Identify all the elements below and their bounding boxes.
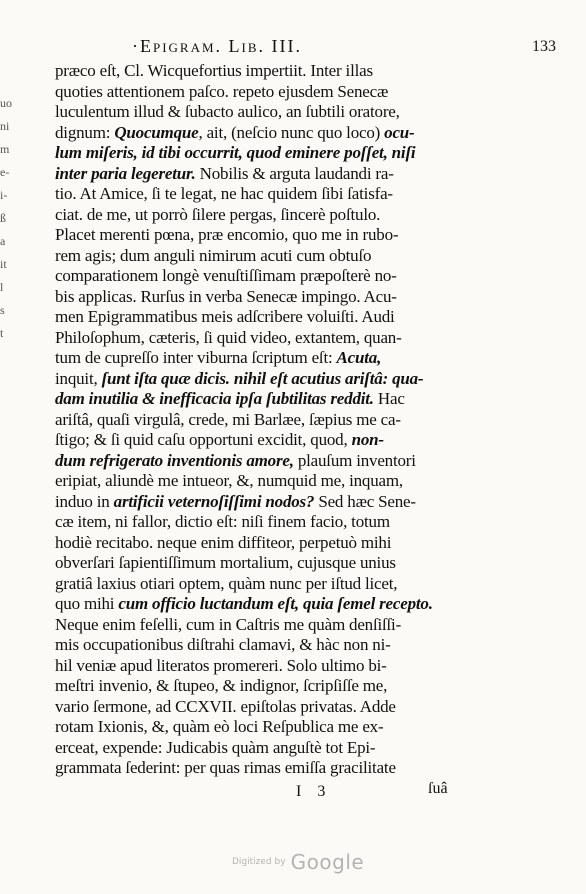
text-run: erceat, expende: Judicabis quàm anguſtè tot Epi- xyxy=(55,737,376,757)
text-run: dignum: xyxy=(55,122,115,142)
text-line xyxy=(55,225,459,246)
bleed-mark: t xyxy=(0,326,4,340)
text-run: meſtri invenio, & ſtupeo, & indignor, ſcripſiſſe me, xyxy=(55,676,388,695)
bleed-mark: it xyxy=(0,257,7,271)
text-run: comparationem longè venuſtiſſimam præpoſterè no- xyxy=(55,266,397,285)
bleed-mark: l xyxy=(0,280,4,294)
text-line xyxy=(55,287,459,308)
facing-page-bleed-through xyxy=(0,92,18,345)
text-run: eripiat, aliundè me intueor, &, numquid me, inquam, xyxy=(55,471,403,490)
text-line xyxy=(55,205,459,226)
text-line xyxy=(55,676,459,697)
text-run: obverſari ſapientiſſimum mortalium, cujusque unius xyxy=(55,553,396,572)
text-run: induo in xyxy=(55,491,114,511)
italic-run: cum officio luctandum eſt, quia ſemel recepto. xyxy=(118,594,433,613)
text-line xyxy=(55,389,459,410)
italic-run: dam inutilia & inefficacia ipſa ſubtilitas reddit. xyxy=(55,389,374,408)
text-line xyxy=(55,492,459,513)
watermark-logo: Google xyxy=(290,850,365,874)
italic-run: inter paria legeretur. xyxy=(55,163,196,183)
text-run: plauſum inventori xyxy=(293,450,416,470)
text-line xyxy=(55,471,459,492)
text-line xyxy=(55,266,459,287)
text-run: hil veniæ apud literatos promereri. Solo ultimo bi- xyxy=(55,655,387,675)
text-run: vario ſermone, ad CCXVII. epiſtolas privatas. Adde xyxy=(55,696,396,716)
text-run: mis occupationibus diſtrahi clamavi, & hàc non ni- xyxy=(55,635,391,654)
text-line xyxy=(55,512,459,533)
text-run: cæ item, ni fallor, dictio eſt: niſi finem facio, totum xyxy=(55,512,390,531)
text-line xyxy=(55,82,459,103)
page-header xyxy=(132,36,556,58)
text-run: inquit, xyxy=(55,368,102,388)
text-line xyxy=(55,410,459,431)
text-run: luculentum illud & ſubacto aulico, an ſubtili oratore, xyxy=(55,102,400,121)
signature-mark: I 3 xyxy=(296,783,332,800)
text-line xyxy=(55,574,459,595)
bleed-mark: uo xyxy=(0,96,12,110)
text-run: Hac xyxy=(373,389,405,408)
text-line xyxy=(55,348,459,369)
text-run: quo mihi xyxy=(55,594,119,613)
text-run: , ait, (neſcio nunc quo loco) xyxy=(198,122,385,142)
watermark-prefix: Digitized by xyxy=(232,857,286,867)
text-run: rotam Ixionis, &, quàm eò loci Reſpublica me ex- xyxy=(55,717,384,736)
text-line xyxy=(55,123,459,144)
text-run: gratiâ laxius otiari optem, quàm nunc per iſtud licet, xyxy=(55,573,398,593)
text-line xyxy=(55,656,459,677)
text-line xyxy=(55,184,459,205)
text-line xyxy=(55,533,459,554)
text-line xyxy=(55,328,459,349)
text-line xyxy=(55,758,459,779)
text-line xyxy=(55,635,459,656)
bleed-mark: i- xyxy=(0,188,8,202)
text-run: tum de cupreſſo inter viburna ſcriptum eſt: xyxy=(55,348,337,367)
text-run: rem agis; dum anguli nimirum acuti cum obtuſo xyxy=(55,245,372,265)
text-line xyxy=(55,553,459,574)
running-title: ·Epigram. Lib. III. xyxy=(132,36,303,56)
italic-run: ocu- xyxy=(384,122,415,142)
italic-run: Acuta, xyxy=(336,348,382,367)
text-line xyxy=(55,430,459,451)
text-line xyxy=(55,143,459,164)
text-line xyxy=(55,61,459,82)
text-run: men Epigrammatibus meis adſcribere voluiſti. Audi xyxy=(55,307,395,326)
text-run: præco eſt, Cl. Wicquefortius impertiit. Inter illas xyxy=(55,61,373,80)
bleed-mark: ni xyxy=(0,119,10,133)
text-line xyxy=(55,594,459,615)
text-line xyxy=(55,451,459,472)
text-run: tio. At Amice, ſi te legat, ne hac quidem ſibi ſatisfa- xyxy=(55,184,393,203)
page-number: 133 xyxy=(532,38,556,55)
text-run: Philoſophum, cæteris, ſi quid video, extantem, quan- xyxy=(55,327,402,347)
bleed-mark: s xyxy=(0,303,5,317)
text-run: Sed hæc Sene- xyxy=(314,491,416,511)
text-line xyxy=(55,717,459,738)
text-line xyxy=(55,246,459,267)
text-line xyxy=(55,369,459,390)
bleed-mark: m xyxy=(0,142,10,156)
italic-run: dum refrigerato inventionis amore, xyxy=(55,450,294,470)
text-run: ciat. de me, ut porrò ſilere pergas, ſincerè poſtulo. xyxy=(55,204,381,224)
text-run: ſtigo; & ſi quid caſu opportuni excidit, quod, xyxy=(55,430,352,449)
text-line xyxy=(55,307,459,328)
text-run: bis applicas. Rurſus in verba Senecæ impingo. Acu- xyxy=(55,286,397,306)
body-text xyxy=(55,61,459,779)
text-line xyxy=(55,102,459,123)
bleed-mark: a xyxy=(0,234,6,248)
text-line xyxy=(55,738,459,759)
bleed-mark: e- xyxy=(0,165,10,179)
text-line xyxy=(55,164,459,185)
italic-run: artificii veternoſiſſimi nodos? xyxy=(113,491,315,511)
italic-run: non- xyxy=(351,430,384,449)
text-run: hodiè recitabo. neque enim diffiteor, perpetuò mihi xyxy=(55,532,392,552)
text-run: Placet merenti pœna, præ encomio, quo me in rubo- xyxy=(55,225,399,244)
italic-run: ſunt iſta quæ dicis. nihil eſt acutius ariſtâ: qua- xyxy=(101,368,424,388)
text-line xyxy=(55,697,459,718)
italic-run: Quocumque xyxy=(114,122,199,142)
text-run: Nobilis & arguta laudandi ra- xyxy=(195,163,394,183)
text-line xyxy=(55,615,459,636)
bleed-mark: ß xyxy=(0,211,6,225)
text-run: ariſtâ, quaſi virgulâ, crede, mi Barlæe, ſæpius me ca- xyxy=(55,409,401,429)
catchword: ſuâ xyxy=(428,780,448,797)
digitization-watermark xyxy=(232,850,365,874)
italic-run: lum miſeris, id tibi occurrit, quod eminere poſſet, niſi xyxy=(55,143,416,162)
text-run: quoties attentionem paſco. repeto ejusdem Senecæ xyxy=(55,81,389,101)
text-run: grammata ſederint: per quas rimas emiſſa gracilitate xyxy=(55,758,396,777)
text-run: Neque enim feſelli, cum in Caſtris me quàm denſiſſi- xyxy=(55,614,402,634)
